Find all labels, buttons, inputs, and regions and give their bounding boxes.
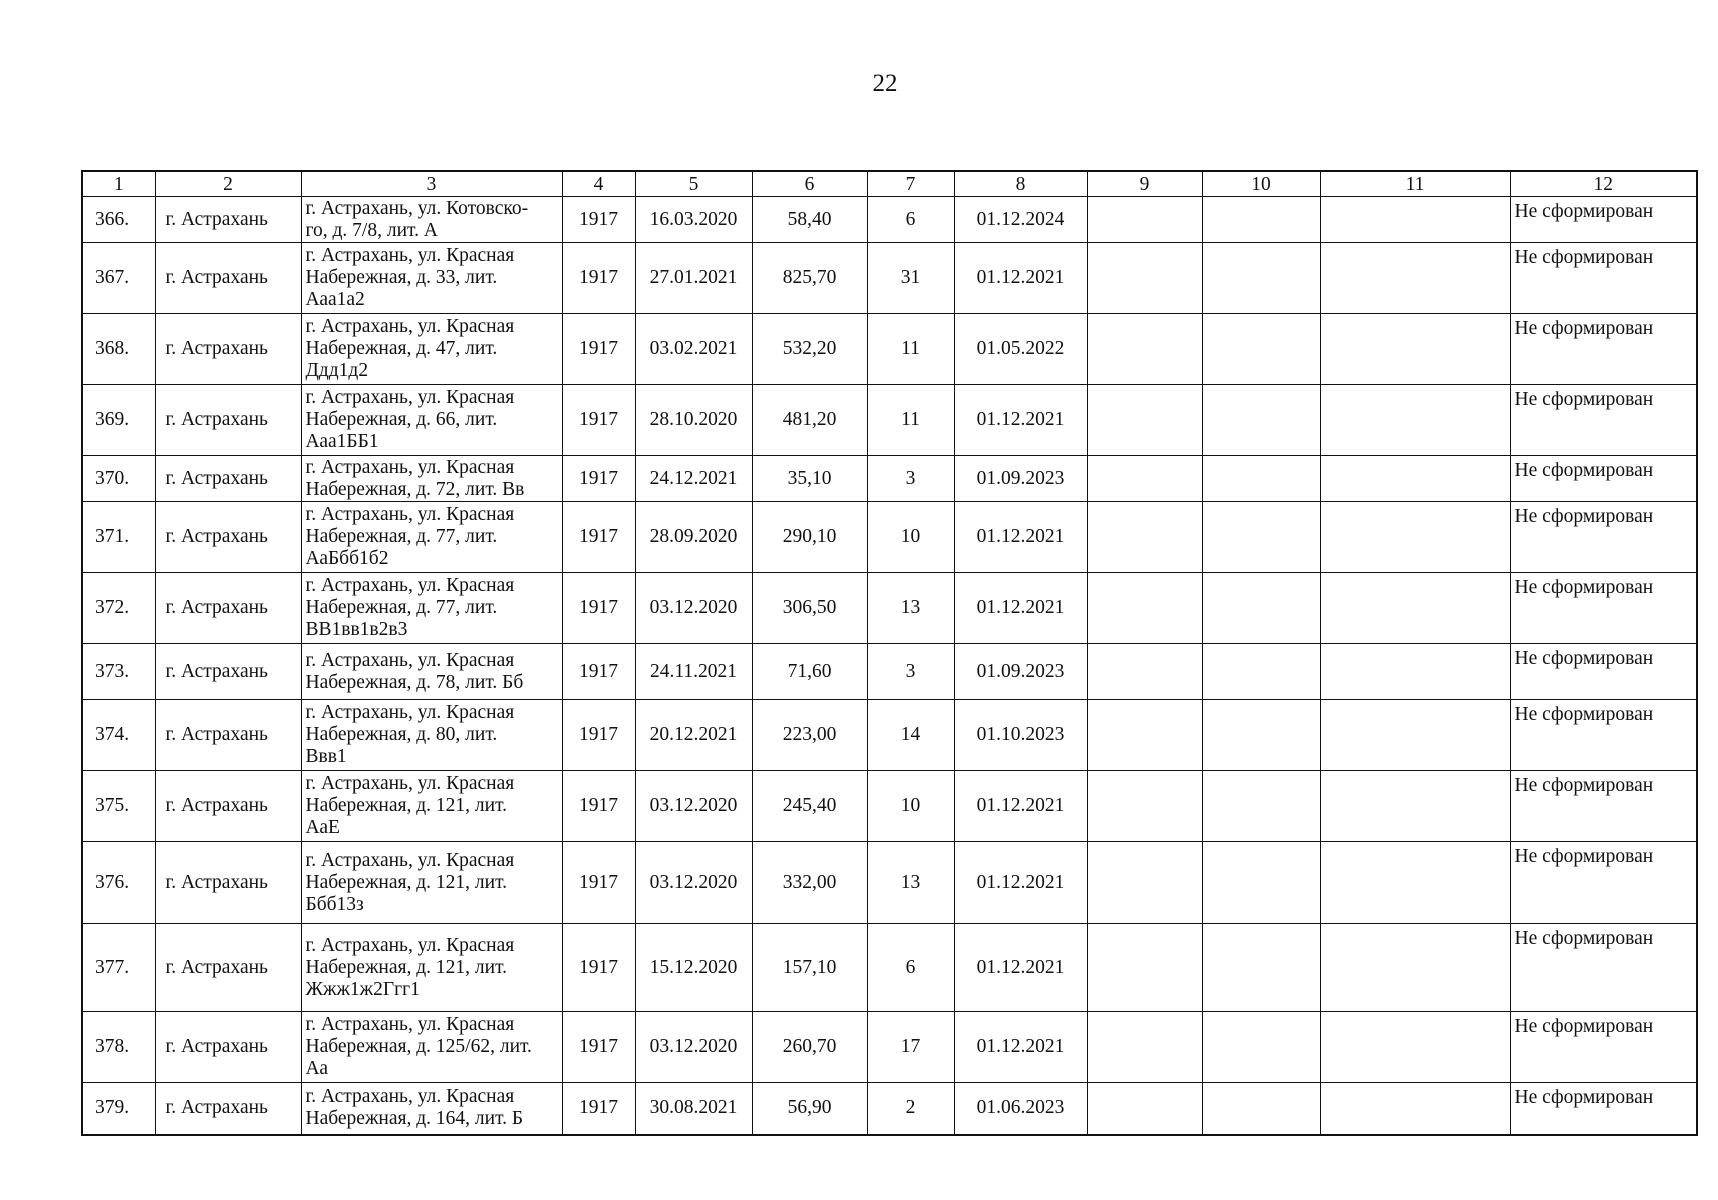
row-col-11: [1320, 385, 1510, 456]
column-header: 2: [155, 171, 301, 197]
row-date: 03.02.2021: [635, 314, 752, 385]
row-area: 223,00: [752, 700, 867, 771]
row-number: 373.: [82, 644, 155, 700]
table-row: [82, 456, 1697, 502]
row-area: 157,10: [752, 924, 867, 1012]
table-row: [82, 700, 1697, 771]
row-deadline: 01.06.2023: [954, 1083, 1087, 1135]
row-city: г. Астрахань: [155, 924, 301, 1012]
row-number: 372.: [82, 573, 155, 644]
row-year: 1917: [562, 842, 635, 924]
row-address: [301, 700, 562, 771]
row-date: 16.03.2020: [635, 197, 752, 243]
row-address: [301, 924, 562, 1012]
row-count: 13: [867, 573, 954, 644]
address-line: г. Астрахань, ул. Красная: [305, 773, 515, 794]
row-year: 1917: [562, 573, 635, 644]
table-row: [82, 771, 1697, 842]
address-line: Ввв1: [305, 746, 347, 767]
row-city: г. Астрахань: [155, 197, 301, 243]
row-col-9: [1087, 456, 1202, 502]
row-count: 2: [867, 1083, 954, 1135]
row-col-11: [1320, 502, 1510, 573]
table-row: [82, 502, 1697, 573]
row-year: 1917: [562, 700, 635, 771]
row-col-10: [1202, 385, 1320, 456]
row-city: г. Астрахань: [155, 314, 301, 385]
column-header: 6: [752, 171, 867, 197]
address-line: г. Астрахань, ул. Красная: [305, 387, 515, 408]
address-line: АаЕ: [305, 817, 340, 838]
row-date: 03.12.2020: [635, 1012, 752, 1083]
row-col-9: [1087, 771, 1202, 842]
row-area: 260,70: [752, 1012, 867, 1083]
register-body: [82, 197, 1697, 1135]
row-year: 1917: [562, 502, 635, 573]
row-address: [301, 573, 562, 644]
column-header: 3: [301, 171, 562, 197]
row-col-9: [1087, 385, 1202, 456]
row-col-9: [1087, 502, 1202, 573]
row-date: 03.12.2020: [635, 842, 752, 924]
row-count: 11: [867, 385, 954, 456]
row-col-9: [1087, 700, 1202, 771]
row-count: 10: [867, 502, 954, 573]
row-year: 1917: [562, 197, 635, 243]
row-city: г. Астрахань: [155, 644, 301, 700]
row-area: 481,20: [752, 385, 867, 456]
row-city: г. Астрахань: [155, 243, 301, 314]
address-line: Ддд1д2: [305, 360, 369, 381]
row-col-9: [1087, 1012, 1202, 1083]
row-status: Не сформирован: [1510, 700, 1697, 771]
row-address: [301, 385, 562, 456]
address-line: г. Астрахань, ул. Красная: [305, 849, 515, 871]
row-count: 13: [867, 842, 954, 924]
table-row: [82, 197, 1697, 243]
row-col-10: [1202, 1012, 1320, 1083]
address-line: Набережная, д. 121, лит.: [305, 795, 508, 816]
row-col-9: [1087, 644, 1202, 700]
row-deadline: 01.12.2021: [954, 243, 1087, 314]
column-header: 1: [82, 171, 155, 197]
row-area: 332,00: [752, 842, 867, 924]
column-header: 9: [1087, 171, 1202, 197]
column-header: 10: [1202, 171, 1320, 197]
row-city: г. Астрахань: [155, 842, 301, 924]
address-line: Жжж1ж2Ггг1: [305, 978, 420, 1000]
row-count: 6: [867, 924, 954, 1012]
row-year: 1917: [562, 385, 635, 456]
address-line: г. Астрахань, ул. Красная: [305, 1014, 515, 1035]
row-address: [301, 456, 562, 502]
address-line: г. Астрахань, ул. Красная: [305, 649, 515, 671]
row-area: 532,20: [752, 314, 867, 385]
row-address: [301, 1083, 562, 1135]
address-line: АаБбб1б2: [305, 548, 389, 569]
row-col-10: [1202, 644, 1320, 700]
table-row: [82, 924, 1697, 1012]
address-line: Ааа1а2: [305, 289, 365, 310]
row-status: Не сформирован: [1510, 644, 1697, 700]
row-number: 375.: [82, 771, 155, 842]
address-line: г. Астрахань, ул. Красная: [305, 456, 515, 478]
row-number: 367.: [82, 243, 155, 314]
row-address: [301, 197, 562, 243]
row-status: Не сформирован: [1510, 385, 1697, 456]
address-line: Набережная, д. 125/62, лит.: [305, 1036, 532, 1057]
row-number: 377.: [82, 924, 155, 1012]
row-area: 56,90: [752, 1083, 867, 1135]
row-col-9: [1087, 243, 1202, 314]
row-col-10: [1202, 502, 1320, 573]
address-line: г. Астрахань, ул. Красная: [305, 245, 515, 266]
row-date: 24.11.2021: [635, 644, 752, 700]
address-line: Набережная, д. 72, лит. Вв: [305, 478, 525, 500]
row-address: [301, 842, 562, 924]
column-header: 4: [562, 171, 635, 197]
row-deadline: 01.10.2023: [954, 700, 1087, 771]
row-area: 306,50: [752, 573, 867, 644]
column-header: 7: [867, 171, 954, 197]
row-col-11: [1320, 644, 1510, 700]
row-city: г. Астрахань: [155, 573, 301, 644]
row-deadline: 01.12.2021: [954, 924, 1087, 1012]
row-date: 03.12.2020: [635, 573, 752, 644]
table-row: [82, 314, 1697, 385]
row-city: г. Астрахань: [155, 456, 301, 502]
address-line: г. Астрахань, ул. Котовско-: [305, 197, 529, 219]
row-col-11: [1320, 1083, 1510, 1135]
row-count: 11: [867, 314, 954, 385]
row-col-11: [1320, 771, 1510, 842]
row-date: 03.12.2020: [635, 771, 752, 842]
row-number: 376.: [82, 842, 155, 924]
register-table: [81, 170, 1698, 1136]
table-row: [82, 1012, 1697, 1083]
row-status: Не сформирован: [1510, 842, 1697, 924]
row-date: 30.08.2021: [635, 1083, 752, 1135]
row-col-11: [1320, 197, 1510, 243]
address-line: Набережная, д. 47, лит.: [305, 338, 498, 359]
row-col-11: [1320, 924, 1510, 1012]
column-header: 11: [1320, 171, 1510, 197]
row-number: 366.: [82, 197, 155, 243]
column-header: 12: [1510, 171, 1697, 197]
row-col-11: [1320, 573, 1510, 644]
row-status: Не сформирован: [1510, 314, 1697, 385]
address-line: Ббб13з: [305, 893, 364, 915]
row-year: 1917: [562, 1012, 635, 1083]
row-number: 368.: [82, 314, 155, 385]
address-line: Набережная, д. 121, лит.: [305, 871, 508, 893]
address-line: Набережная, д. 77, лит.: [305, 597, 498, 618]
row-city: г. Астрахань: [155, 385, 301, 456]
address-line: г. Астрахань, ул. Красная: [305, 702, 515, 723]
address-line: ВВ1вв1в2в3: [305, 619, 408, 640]
row-city: г. Астрахань: [155, 1012, 301, 1083]
row-status: Не сформирован: [1510, 771, 1697, 842]
address-line: го, д. 7/8, лит. А: [305, 219, 438, 241]
row-deadline: 01.12.2021: [954, 502, 1087, 573]
row-col-10: [1202, 243, 1320, 314]
row-col-11: [1320, 243, 1510, 314]
address-line: г. Астрахань, ул. Красная: [305, 316, 515, 337]
row-deadline: 01.12.2021: [954, 771, 1087, 842]
row-year: 1917: [562, 771, 635, 842]
row-status: Не сформирован: [1510, 924, 1697, 1012]
row-status: Не сформирован: [1510, 243, 1697, 314]
row-count: 6: [867, 197, 954, 243]
row-address: [301, 314, 562, 385]
row-deadline: 01.05.2022: [954, 314, 1087, 385]
row-date: 28.09.2020: [635, 502, 752, 573]
row-col-9: [1087, 314, 1202, 385]
row-date: 28.10.2020: [635, 385, 752, 456]
row-number: 378.: [82, 1012, 155, 1083]
row-number: 379.: [82, 1083, 155, 1135]
address-line: г. Астрахань, ул. Красная: [305, 934, 515, 956]
table-row: [82, 385, 1697, 456]
row-col-11: [1320, 456, 1510, 502]
row-date: 15.12.2020: [635, 924, 752, 1012]
row-number: 369.: [82, 385, 155, 456]
row-count: 3: [867, 456, 954, 502]
row-deadline: 01.12.2021: [954, 842, 1087, 924]
row-city: г. Астрахань: [155, 1083, 301, 1135]
column-header: 5: [635, 171, 752, 197]
row-col-10: [1202, 1083, 1320, 1135]
row-address: [301, 771, 562, 842]
row-status: Не сформирован: [1510, 1083, 1697, 1135]
row-col-11: [1320, 842, 1510, 924]
row-col-10: [1202, 842, 1320, 924]
row-col-10: [1202, 456, 1320, 502]
address-line: Набережная, д. 121, лит.: [305, 956, 508, 978]
row-col-9: [1087, 573, 1202, 644]
row-address: [301, 502, 562, 573]
table-row: [82, 842, 1697, 924]
address-line: Набережная, д. 78, лит. Бб: [305, 671, 524, 693]
row-count: 14: [867, 700, 954, 771]
row-col-9: [1087, 1083, 1202, 1135]
row-area: 35,10: [752, 456, 867, 502]
row-deadline: 01.12.2024: [954, 197, 1087, 243]
address-line: г. Астрахань, ул. Красная: [305, 575, 515, 596]
address-line: Набережная, д. 33, лит.: [305, 267, 498, 288]
address-line: Набережная, д. 80, лит.: [305, 724, 498, 745]
row-deadline: 01.12.2021: [954, 573, 1087, 644]
row-col-10: [1202, 700, 1320, 771]
address-line: г. Астрахань, ул. Красная: [305, 504, 515, 525]
row-count: 17: [867, 1012, 954, 1083]
address-line: Набережная, д. 164, лит. Б: [305, 1108, 524, 1130]
row-city: г. Астрахань: [155, 502, 301, 573]
row-col-9: [1087, 842, 1202, 924]
row-col-9: [1087, 924, 1202, 1012]
header-row: [82, 171, 1697, 197]
table-row: [82, 1083, 1697, 1135]
row-number: 371.: [82, 502, 155, 573]
row-date: 27.01.2021: [635, 243, 752, 314]
address-line: Набережная, д. 77, лит.: [305, 526, 498, 547]
row-deadline: 01.09.2023: [954, 456, 1087, 502]
row-address: [301, 644, 562, 700]
row-count: 10: [867, 771, 954, 842]
table-row: [82, 573, 1697, 644]
row-col-10: [1202, 197, 1320, 243]
row-deadline: 01.12.2021: [954, 1012, 1087, 1083]
row-address: [301, 243, 562, 314]
row-area: 290,10: [752, 502, 867, 573]
row-col-11: [1320, 314, 1510, 385]
address-line: Ааа1ББ1: [305, 431, 379, 452]
page-number: 22: [872, 70, 898, 97]
row-year: 1917: [562, 644, 635, 700]
row-count: 3: [867, 644, 954, 700]
row-year: 1917: [562, 456, 635, 502]
row-date: 20.12.2021: [635, 700, 752, 771]
row-col-9: [1087, 197, 1202, 243]
row-number: 370.: [82, 456, 155, 502]
table-row: [82, 243, 1697, 314]
row-area: 245,40: [752, 771, 867, 842]
address-line: Аа: [305, 1058, 328, 1079]
row-deadline: 01.09.2023: [954, 644, 1087, 700]
row-status: Не сформирован: [1510, 1012, 1697, 1083]
column-header: 8: [954, 171, 1087, 197]
row-col-11: [1320, 700, 1510, 771]
row-city: г. Астрахань: [155, 771, 301, 842]
row-col-10: [1202, 573, 1320, 644]
row-area: 825,70: [752, 243, 867, 314]
address-line: г. Астрахань, ул. Красная: [305, 1086, 515, 1108]
row-deadline: 01.12.2021: [954, 385, 1087, 456]
row-date: 24.12.2021: [635, 456, 752, 502]
row-area: 71,60: [752, 644, 867, 700]
row-city: г. Астрахань: [155, 700, 301, 771]
row-status: Не сформирован: [1510, 197, 1697, 243]
row-status: Не сформирован: [1510, 456, 1697, 502]
row-col-11: [1320, 1012, 1510, 1083]
row-number: 374.: [82, 700, 155, 771]
row-col-10: [1202, 771, 1320, 842]
row-col-10: [1202, 924, 1320, 1012]
row-status: Не сформирован: [1510, 573, 1697, 644]
row-address: [301, 1012, 562, 1083]
row-col-10: [1202, 314, 1320, 385]
table-row: [82, 644, 1697, 700]
row-status: Не сформирован: [1510, 502, 1697, 573]
address-line: Набережная, д. 66, лит.: [305, 409, 498, 430]
row-year: 1917: [562, 243, 635, 314]
row-count: 31: [867, 243, 954, 314]
row-year: 1917: [562, 924, 635, 1012]
row-year: 1917: [562, 1083, 635, 1135]
row-year: 1917: [562, 314, 635, 385]
row-area: 58,40: [752, 197, 867, 243]
